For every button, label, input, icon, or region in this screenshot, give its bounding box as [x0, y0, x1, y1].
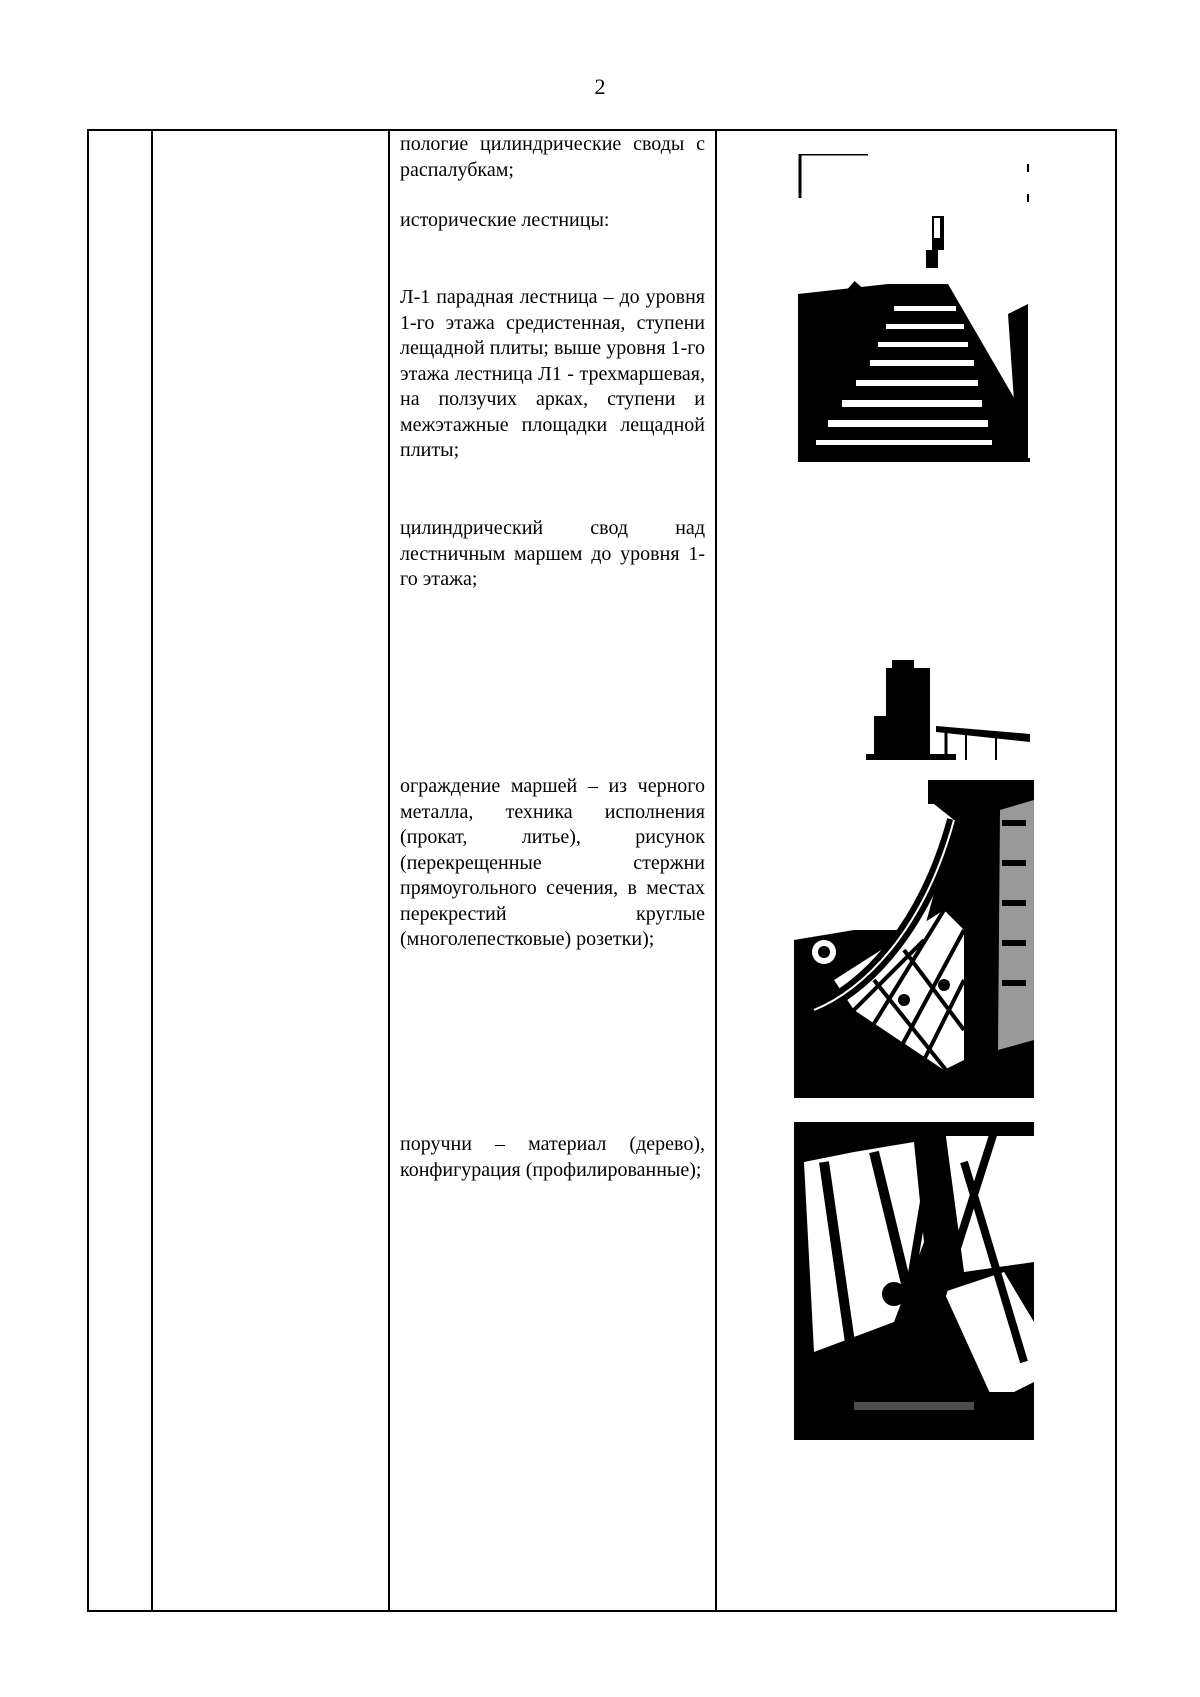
staircase-photo — [798, 154, 1030, 462]
landing-photo — [866, 660, 1030, 760]
column-divider-3 — [715, 129, 717, 1612]
paragraph-handrails: поручни – материал (дерево), конфигурация (профилированные); — [400, 1133, 705, 1181]
railing-photo — [794, 780, 1034, 1098]
handrail-photo — [794, 1122, 1034, 1440]
column-divider-1 — [151, 129, 153, 1612]
column-divider-2 — [388, 129, 390, 1612]
page-number: 2 — [594, 74, 606, 99]
paragraph-vaults: пологие цилиндрические своды с распалубкам; — [400, 133, 705, 181]
paragraph-stair-vault: цилиндрический свод над лестничным маршем до уровня 1-го этажа; — [400, 517, 705, 590]
paragraph-railings: ограждение маршей – из черного металла, техника исполнения (прокат, литье), рисунок (перекрещенные стержни прямоугольного сечения, в местах перекрестий круглые (многолепестковые) розетки); — [400, 775, 705, 950]
paragraph-stairs-heading: исторические лестницы: — [400, 209, 610, 231]
paragraph-main-staircase: Л-1 парадная лестница – до уровня 1-го этажа средистенная, ступени лещадной плиты; выше уровня 1-го этажа лестница Л1 - трехмаршевая, на ползучих арках, ступени и межэтажные площадки лещадной плиты; — [400, 286, 705, 461]
